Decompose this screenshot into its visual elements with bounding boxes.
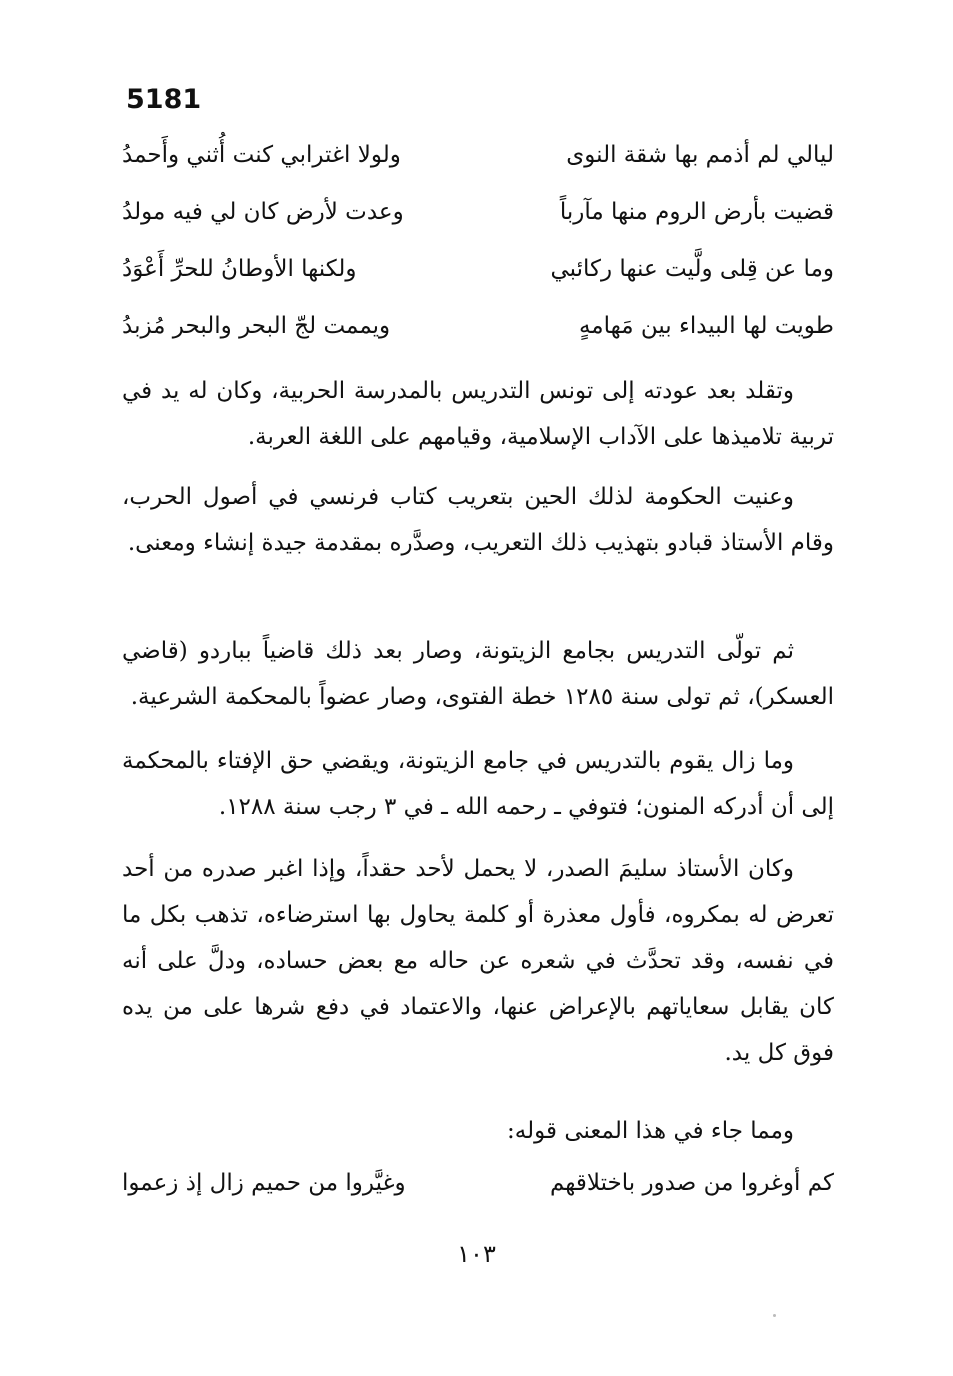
paragraph (122, 474, 834, 566)
paragraph-text: وتقلد بعد عودته إلى تونس التدريس بالمدرسة الحربية، وكان له يد في تربية تلاميذها على الآداب الإسلامية، وقيامهم على اللغة العربة. (122, 378, 834, 450)
scan-speck (773, 1314, 776, 1317)
verse-second-hemistich: ولولا اغترابي كنت أُثني وأَحمدُ (122, 142, 401, 168)
paragraph-text: ومما جاء في هذا المعنى قوله: (507, 1118, 794, 1144)
paragraph-text: وعنيت الحكومة لذلك الحين بتعريب كتاب فرنسي في أصول الحرب، وقام الأستاذ قبادو بتهذيب ذلك التعريب، وصدَّره بمقدمة جيدة إنشاء ومعنى. (122, 484, 834, 556)
verse-first-hemistich: وما عن قِلى ولَّيت عنها ركائبي (550, 256, 834, 282)
verse-first-hemistich: طويت لها البيداء بين مَهامهٍ (578, 313, 834, 339)
paragraph-text: وكان الأستاذ سليمَ الصدر، لا يحمل لأحد حقداً، وإذا اغبر صدره من أحد تعرض له بمكروه، فأول معذرة أو كلمة يحاول بها استرضاءه، تذهب بكل ما في نفسه، وقد تحدَّث في شعره عن حاله مع بعض حساده، ودلَّ على أنه كان يقابل سعاياتهم بالإعراض عنها، والاعتماد في دفع شرها على من يده فوق كل يد. (122, 856, 834, 1066)
paragraph (122, 628, 834, 720)
verse-line (122, 199, 834, 247)
paragraph (122, 738, 834, 830)
paragraph-text: وما زال يقوم بالتدريس في جامع الزيتونة، ويقضي حق الإفتاء بالمحكمة إلى أن أدركه المنون؛ فتوفي ـ رحمه الله ـ في ٣ رجب سنة ١٢٨٨. (122, 748, 834, 820)
verse-line (122, 256, 834, 304)
verse-second-hemistich: ولكنها الأوطانُ للحرِّ أَعْوَدُ (122, 256, 357, 282)
paragraph (122, 368, 834, 460)
verse-line (122, 1170, 834, 1218)
verse-first-hemistich: قضيت بأرض الروم منها مآرباً (559, 199, 834, 225)
paragraph-text: ثم تولّى التدريس بجامع الزيتونة، وصار بعد ذلك قاضياً بباردو (قاضي العسكر)، ثم تولى سنة ١٢٨٥ خطة الفتوى، وصار عضواً بالمحكمة الشرعية. (122, 638, 834, 710)
page-number: ١٠٣ (457, 1240, 496, 1268)
verse-first-hemistich: كم أوغروا من صدور باختلاقهم (549, 1170, 834, 1196)
verse-first-hemistich: ليالي لم أذمم بها شقة النوى (566, 142, 834, 168)
verse-line (122, 142, 834, 190)
paragraph (122, 846, 834, 1076)
page-code: 5181 (126, 84, 202, 115)
verse-second-hemistich: وعدت لأرض كان لي فيه مولدُ (122, 199, 404, 225)
verse-second-hemistich: وغيَّروا من حميم زال إذ زعموا (122, 1170, 406, 1196)
paragraph (122, 1108, 834, 1154)
verse-second-hemistich: ويممت لجّ البحر والبحر مُزبدُ (122, 313, 391, 339)
verse-line (122, 313, 834, 361)
